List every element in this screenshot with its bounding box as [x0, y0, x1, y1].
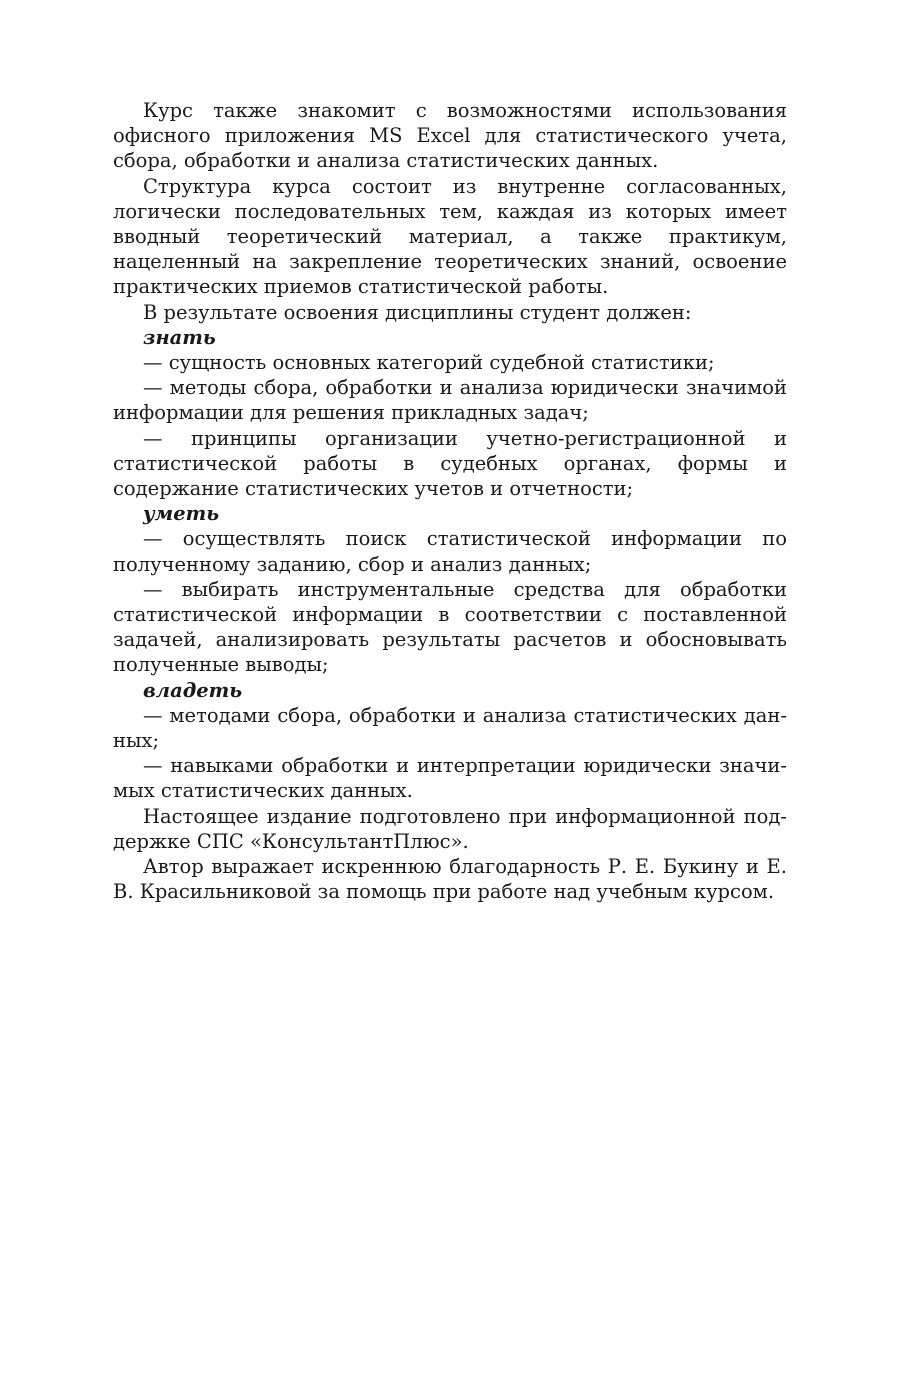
intro-paragraph-result: В результате освоения дисциплины студент должен: [143, 300, 692, 324]
closing-paragraph-support: Настоящее издание подготовлено при информационной поддержке СПС «КонсультантПлюс». [113, 804, 787, 853]
list-item: — методы сбора, обработки и анализа юридически значимой информации для решения прикладных задач; [113, 376, 787, 425]
list-item: — навыками обработки и интерпретации юридически значимых статистических данных. [113, 754, 787, 803]
list-item: — выбирать инструментальные средства для обработки статистической информации в соответствии с поставленной задачей, анализировать результаты расчетов и обосновывать полученные выводы; [113, 577, 787, 677]
document-page [113, 98, 787, 905]
list-item: — методами сбора, обработки и анализа статистических данных; [113, 703, 787, 753]
heading-can: уметь [143, 502, 220, 526]
closing-paragraph-thanks: Автор выражает искреннюю благодарность Р. Е. Букину и Е. В. Красильниковой за помощь при работе над учебным курсом. [113, 855, 787, 904]
intro-paragraph-excel: Курс также знакомит с возможностями использования офисного приложения MS Excel для статистического учета, сбора, обработки и анализа статистических данных. [113, 99, 787, 173]
list-item: — принципы организации учетно-регистрационной и статистической работы в судебных органах, формы и содержание статистических учетов и отчетности; [113, 426, 787, 501]
list-item: — осуществлять поиск статистической информации по полученному заданию, сбор и анализ данных; [113, 527, 787, 576]
heading-own: владеть [143, 678, 243, 702]
intro-paragraph-structure: Структура курса состоит из внутренне согласованных, логически последовательных тем, каждая из которых имеет вводный теоретический материал, а также практикум, нацеленный на закрепление теоретических знаний, освоение практических приемов статистической работы. [113, 174, 787, 299]
list-item: — сущность основных категорий судебной статистики; [143, 351, 715, 375]
heading-know: знать [143, 325, 216, 349]
